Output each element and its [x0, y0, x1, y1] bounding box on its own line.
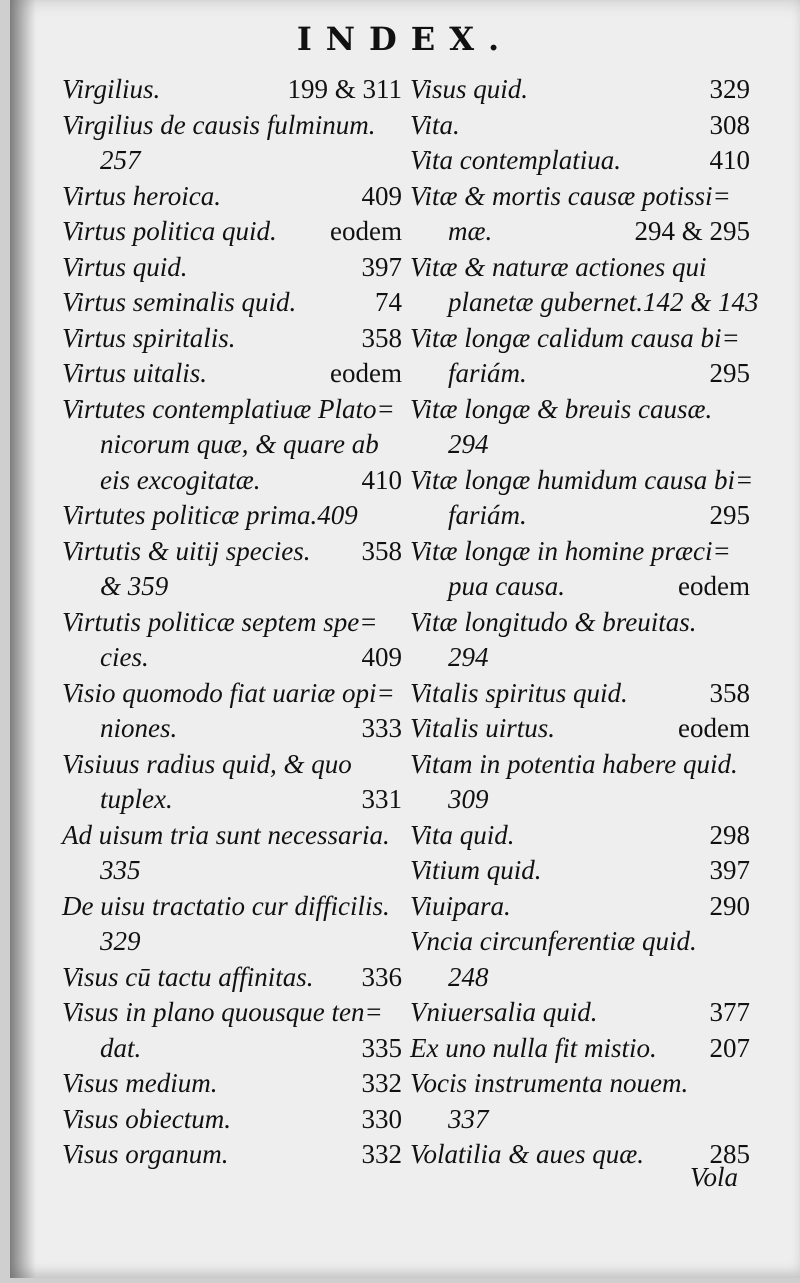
entry-text: Vita quid.	[410, 819, 515, 850]
index-entry	[410, 534, 750, 570]
index-entry	[62, 782, 402, 818]
entry-page-ref: 358	[709, 677, 750, 708]
entry-page-ref: 377	[709, 997, 750, 1027]
entry-page-ref: 294 & 295	[634, 216, 750, 246]
index-entry	[410, 605, 750, 641]
entry-text: Vncia circunferentiæ quid.	[410, 926, 697, 956]
entry-text: De uisu tractatio cur difficilis.	[62, 890, 390, 921]
entry-text: Vitium quid.	[410, 855, 542, 885]
index-entry	[410, 1102, 750, 1138]
entry-text: Virgilius.	[62, 74, 161, 104]
entry-text: Vitæ longæ calidum causa bi=	[410, 322, 740, 353]
index-entry	[62, 1102, 402, 1138]
index-entry	[410, 640, 750, 676]
entry-page-ref: eodem	[678, 713, 750, 743]
entry-page-ref: eodem	[330, 216, 402, 246]
index-entry	[410, 498, 750, 534]
entry-text: fariám.	[448, 358, 527, 388]
index-entry	[62, 853, 402, 889]
entry-text: Vitæ longæ humidum causa bi=	[410, 464, 754, 495]
index-entry	[410, 747, 750, 783]
index-entry	[62, 72, 402, 108]
entry-text: Virtus uitalis.	[62, 358, 208, 388]
entry-text: Vocis instrumenta nouem.	[410, 1068, 689, 1098]
index-entry	[410, 782, 750, 818]
entry-page-ref: eodem	[678, 571, 750, 601]
entry-page-ref: 308	[709, 109, 750, 140]
entry-page-ref: 330	[361, 1103, 402, 1134]
index-entry	[62, 498, 402, 534]
index-entry	[410, 924, 750, 960]
entry-page-ref: 397	[361, 251, 402, 282]
entry-page-ref: 331	[361, 784, 402, 814]
entry-text: Vita contemplatiua.	[410, 145, 621, 175]
index-entry	[410, 463, 754, 499]
entry-text: Vitam in potentia habere quid.	[410, 748, 738, 779]
index-entry	[62, 569, 402, 605]
entry-text: Vita.	[410, 109, 460, 140]
entry-text: Ad uisum tria sunt necessaria.	[62, 819, 390, 850]
index-entry	[410, 995, 750, 1031]
entry-text: 309	[448, 784, 489, 814]
right-column	[410, 72, 759, 1173]
entry-text: Vitæ longæ & breuis causæ.	[410, 393, 713, 424]
entry-text: tuplex.	[100, 784, 173, 814]
entry-text: Virgilius de causis fulminum.	[62, 109, 376, 140]
entry-page-ref: 207	[709, 1032, 750, 1063]
index-entry	[62, 1066, 402, 1102]
index-entry	[62, 747, 402, 783]
index-entry	[410, 250, 750, 286]
entry-text: Vitalis spiritus quid.	[410, 677, 628, 708]
entry-page-ref: 295	[709, 500, 750, 530]
entry-text: 329	[100, 926, 141, 956]
entry-text: Ex uno nulla fit mistio.	[410, 1032, 657, 1063]
entry-page-ref: 336	[361, 961, 402, 992]
entry-text: Vitæ & mortis causæ potissi=	[410, 180, 731, 211]
entry-page-ref: 332	[361, 1139, 402, 1169]
entry-page-ref: 298	[709, 819, 750, 850]
index-entry	[62, 427, 402, 463]
index-entry	[410, 214, 750, 250]
entry-page-ref: 74	[375, 287, 402, 317]
entry-page-ref: 285	[709, 1139, 750, 1169]
entry-page-ref: 329	[709, 74, 750, 104]
index-entry	[62, 818, 402, 854]
index-entry	[410, 356, 750, 392]
catchword: Vola	[689, 1162, 738, 1192]
index-entry	[62, 250, 402, 286]
entry-text: Virtus quid.	[62, 251, 188, 282]
entry-text: 337	[448, 1103, 489, 1134]
index-entry	[62, 356, 402, 392]
index-entry	[410, 321, 750, 357]
index-entry	[410, 818, 750, 854]
entry-text: nicorum quæ, & quare ab	[100, 429, 379, 459]
entry-text: eis excogitatæ.	[100, 464, 261, 495]
index-entry	[62, 1031, 402, 1067]
index-entry	[62, 711, 402, 747]
index-entry	[410, 960, 750, 996]
entry-text: Virtutis & uitij species.	[62, 535, 311, 566]
entry-text: 335	[100, 855, 141, 885]
entry-page-ref: 335	[361, 1032, 402, 1063]
page-header: INDEX.	[296, 20, 514, 58]
entry-text: Virtus seminalis quid.	[62, 287, 297, 317]
entry-text: Visus in plano quousque ten=	[62, 997, 383, 1027]
index-entry	[62, 1137, 402, 1173]
entry-text: Vniuersalia quid.	[410, 997, 598, 1027]
entry-text: Virtus spiritalis.	[62, 322, 236, 353]
entry-text: & 359	[100, 571, 169, 601]
entry-text: Vitalis uirtus.	[410, 713, 556, 743]
entry-text: Virtus politica quid.	[62, 216, 277, 246]
index-entry	[62, 108, 402, 144]
entry-text: niones.	[100, 713, 178, 743]
entry-text: Visio quomodo fiat uariæ opi=	[62, 677, 395, 708]
index-entry	[62, 605, 402, 641]
entry-text: Visus organum.	[62, 1139, 229, 1169]
entry-text: cies.	[100, 642, 149, 672]
entry-page-ref: 410	[709, 145, 750, 175]
index-entry	[410, 179, 750, 215]
index-entry	[410, 392, 750, 428]
entry-text: Virtus heroica.	[62, 180, 221, 211]
entry-page-ref: 410	[361, 464, 402, 495]
entry-text: Viuipara.	[410, 890, 511, 921]
entry-text: mæ.	[448, 216, 493, 246]
entry-text: Visiuus radius quid, & quo	[62, 748, 352, 779]
entry-page-ref: 290	[709, 890, 750, 921]
index-entry	[62, 676, 402, 712]
entry-text: Visus medium.	[62, 1068, 218, 1098]
entry-text: 294	[448, 429, 489, 459]
entry-text: Volatilia & aues quæ.	[410, 1139, 645, 1169]
book-page	[10, 0, 800, 1278]
index-entry	[410, 1031, 750, 1067]
entry-text: Virtutes politicæ prima.409	[62, 500, 358, 530]
entry-text: Visus obiectum.	[62, 1103, 231, 1134]
entry-page-ref: 333	[361, 713, 402, 743]
entry-text: fariám.	[448, 500, 527, 530]
entry-text: planetæ gubernet.142 & 143	[448, 287, 759, 317]
index-entry	[62, 924, 402, 960]
index-entry	[62, 179, 402, 215]
entry-text: Visus cū tactu affinitas.	[62, 961, 314, 992]
index-entry	[410, 72, 750, 108]
entry-text: Vitæ longæ in homine præci=	[410, 535, 731, 566]
entry-page-ref: eodem	[330, 358, 402, 388]
entry-text: 257	[100, 145, 141, 175]
entry-page-ref: 397	[709, 855, 750, 885]
index-entry	[62, 143, 402, 179]
entry-text: Visus quid.	[410, 74, 529, 104]
entry-page-ref: 332	[361, 1068, 402, 1098]
entry-page-ref: 409	[361, 642, 402, 672]
index-entry	[410, 427, 750, 463]
spine-shadow	[10, 0, 36, 1278]
index-entry	[62, 392, 402, 428]
entry-text: Virtutis politicæ septem spe=	[62, 606, 378, 637]
entry-page-ref: 358	[361, 535, 402, 566]
index-entry	[410, 569, 750, 605]
entry-text: pua causa.	[448, 571, 565, 601]
index-entry	[62, 640, 402, 676]
index-entry	[62, 995, 402, 1031]
entry-text: dat.	[100, 1032, 142, 1063]
entry-page-ref: 409	[361, 180, 402, 211]
index-entry	[62, 960, 402, 996]
index-entry	[62, 214, 402, 250]
entry-text: Vitæ & naturæ actiones qui	[410, 251, 707, 282]
left-column	[62, 72, 402, 1173]
entry-page-ref: 358	[361, 322, 402, 353]
entry-text: 294	[448, 642, 489, 672]
index-entry	[62, 889, 402, 925]
entry-page-ref: 295	[709, 358, 750, 388]
index-entry	[410, 711, 750, 747]
entry-text: 248	[448, 961, 489, 992]
index-entry	[410, 853, 750, 889]
index-entry	[410, 108, 750, 144]
index-entry	[62, 463, 402, 499]
index-entry	[62, 321, 402, 357]
index-entry	[410, 889, 750, 925]
entry-page-ref: 199 & 311	[287, 74, 402, 104]
index-entry	[62, 534, 402, 570]
index-entry	[410, 676, 750, 712]
entry-text: Virtutes contemplatiuæ Plato=	[62, 393, 395, 424]
index-entry	[410, 285, 759, 321]
entry-text: Vitæ longitudo & breuitas.	[410, 606, 697, 637]
index-entry	[62, 285, 402, 321]
index-entry	[410, 143, 750, 179]
index-entry	[410, 1066, 750, 1102]
